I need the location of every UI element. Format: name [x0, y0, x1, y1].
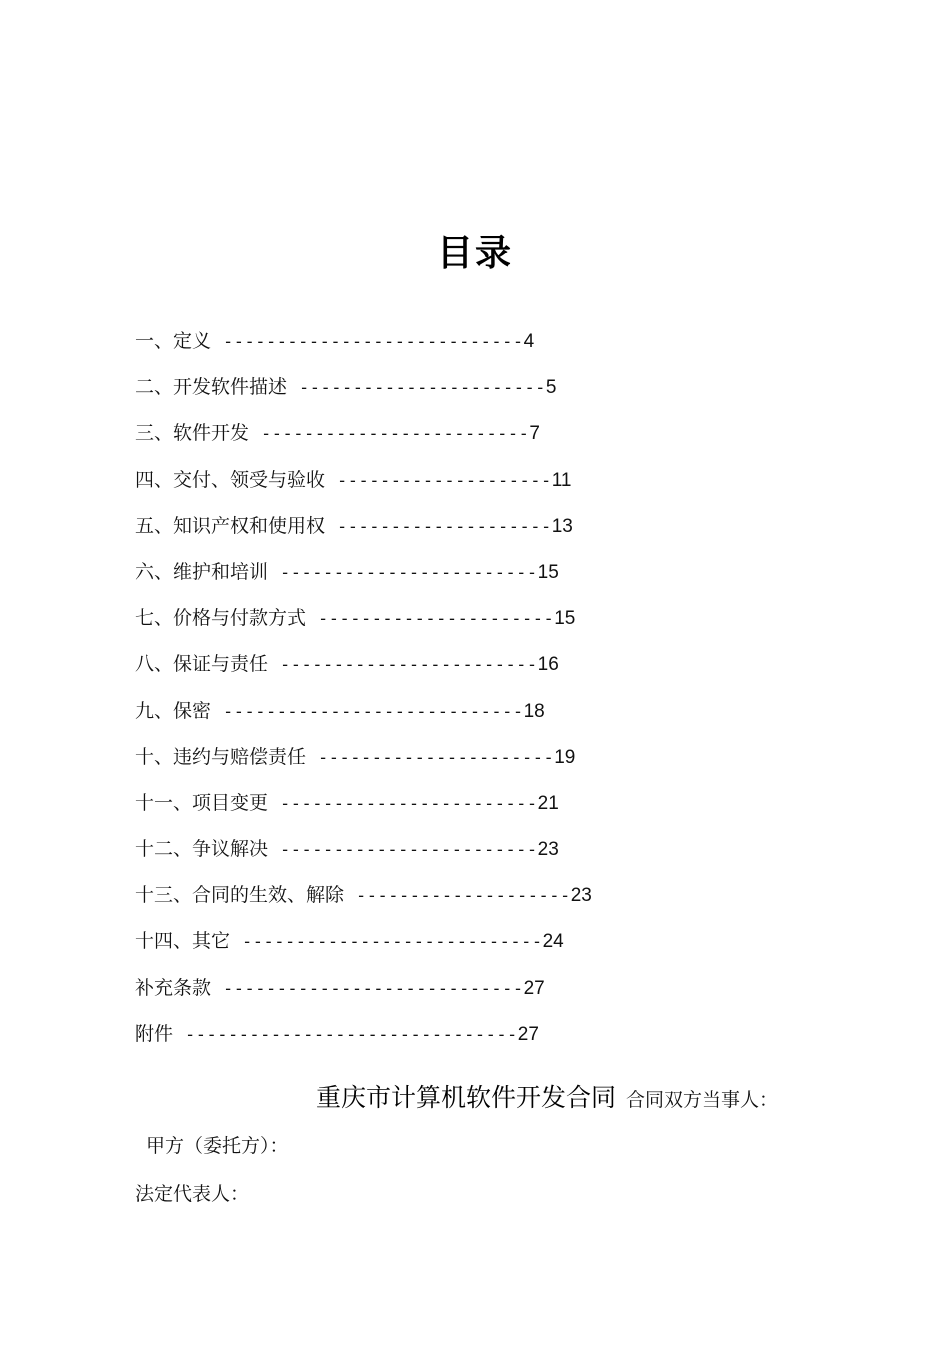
toc-page-number: 19	[554, 746, 576, 768]
toc-dot-leader: ----------------------	[318, 609, 555, 630]
toc-dot-leader: -------------------------------	[185, 1024, 518, 1045]
toc-page-number: 27	[517, 1023, 539, 1045]
toc-dot-leader: ----------------------------	[223, 332, 524, 352]
toc-entry-label: 一、定义	[135, 330, 212, 352]
toc-entry	[135, 738, 592, 784]
toc-dot-leader: --------------------	[337, 470, 552, 491]
toc-entry	[135, 368, 592, 414]
toc-entry	[135, 461, 592, 507]
toc-entry-label: 四、交付、领受与验收	[135, 468, 326, 491]
toc-entry-label: 十四、其它	[135, 930, 231, 953]
toc-dot-leader: --------------------	[356, 886, 571, 907]
toc-dot-leader: ----------------------	[318, 747, 555, 768]
toc-dot-leader: ------------------------	[280, 655, 538, 676]
toc-entry-label: 十二、争议解决	[135, 838, 269, 861]
toc-entry-label: 补充条款	[135, 976, 212, 999]
party-a-label: 甲方（委托方）：	[146, 1135, 289, 1157]
toc-title: 目录	[436, 233, 513, 275]
toc-dot-leader: ----------------------------	[223, 701, 524, 722]
toc-entry	[135, 830, 592, 876]
toc-dot-leader: ------------------------	[280, 840, 538, 861]
table-of-contents	[135, 322, 592, 1061]
toc-page-number: 24	[542, 931, 564, 953]
toc-dot-leader: ------------------------	[280, 793, 538, 814]
toc-entry	[135, 322, 592, 368]
toc-entry-label: 十三、合同的生效、解除	[135, 884, 345, 907]
toc-dot-leader: ------------------------	[280, 562, 538, 583]
toc-page-number: 7	[529, 423, 540, 445]
toc-page-number: 21	[537, 792, 559, 814]
contract-heading	[316, 1078, 778, 1114]
toc-entry-label: 八、保证与责任	[135, 653, 269, 676]
toc-entry-label: 九、保密	[135, 699, 212, 722]
toc-dot-leader: ----------------------------	[242, 932, 543, 953]
toc-entry	[135, 645, 592, 691]
toc-page-number: 5	[545, 377, 557, 399]
toc-entry	[135, 599, 592, 645]
toc-entry	[135, 876, 592, 922]
toc-page-number: 27	[523, 977, 545, 999]
toc-dot-leader: --------------------	[337, 516, 552, 537]
toc-dot-leader: -----------------------	[299, 378, 546, 399]
toc-entry-label: 十一、项目变更	[135, 791, 269, 814]
toc-page-number: 4	[523, 331, 535, 352]
contract-parties-label: 合同双方当事人：	[626, 1089, 779, 1111]
toc-entry-label: 十、违约与赔偿责任	[135, 745, 307, 768]
toc-page-number: 18	[523, 700, 545, 722]
toc-entry	[135, 784, 592, 830]
toc-entry-label: 五、知识产权和使用权	[135, 514, 326, 537]
toc-page-number: 13	[551, 515, 573, 537]
toc-entry	[135, 414, 592, 460]
toc-entry-label: 三、软件开发	[135, 422, 250, 445]
toc-entry-label: 六、维护和培训	[135, 560, 269, 583]
toc-dot-leader: -------------------------	[261, 424, 530, 445]
toc-page-number: 15	[537, 561, 559, 583]
toc-entry	[135, 969, 592, 1015]
legal-representative-label: 法定代表人：	[135, 1183, 250, 1205]
toc-dot-leader: ----------------------------	[223, 978, 524, 999]
toc-page-number: 16	[537, 654, 559, 676]
toc-page-number: 23	[537, 839, 559, 861]
toc-entry	[135, 692, 592, 738]
toc-page-number: 11	[551, 469, 572, 491]
toc-entry	[135, 507, 592, 553]
toc-entry	[135, 553, 592, 599]
toc-entry-label: 二、开发软件描述	[135, 376, 288, 399]
toc-entry	[135, 922, 592, 968]
toc-entry-label: 附件	[135, 1022, 174, 1045]
contract-title: 重庆市计算机软件开发合同	[316, 1083, 617, 1112]
toc-page-number: 15	[554, 608, 576, 630]
toc-entry	[135, 1015, 592, 1061]
toc-page-number: 23	[570, 885, 592, 907]
toc-entry-label: 七、价格与付款方式	[135, 607, 307, 630]
